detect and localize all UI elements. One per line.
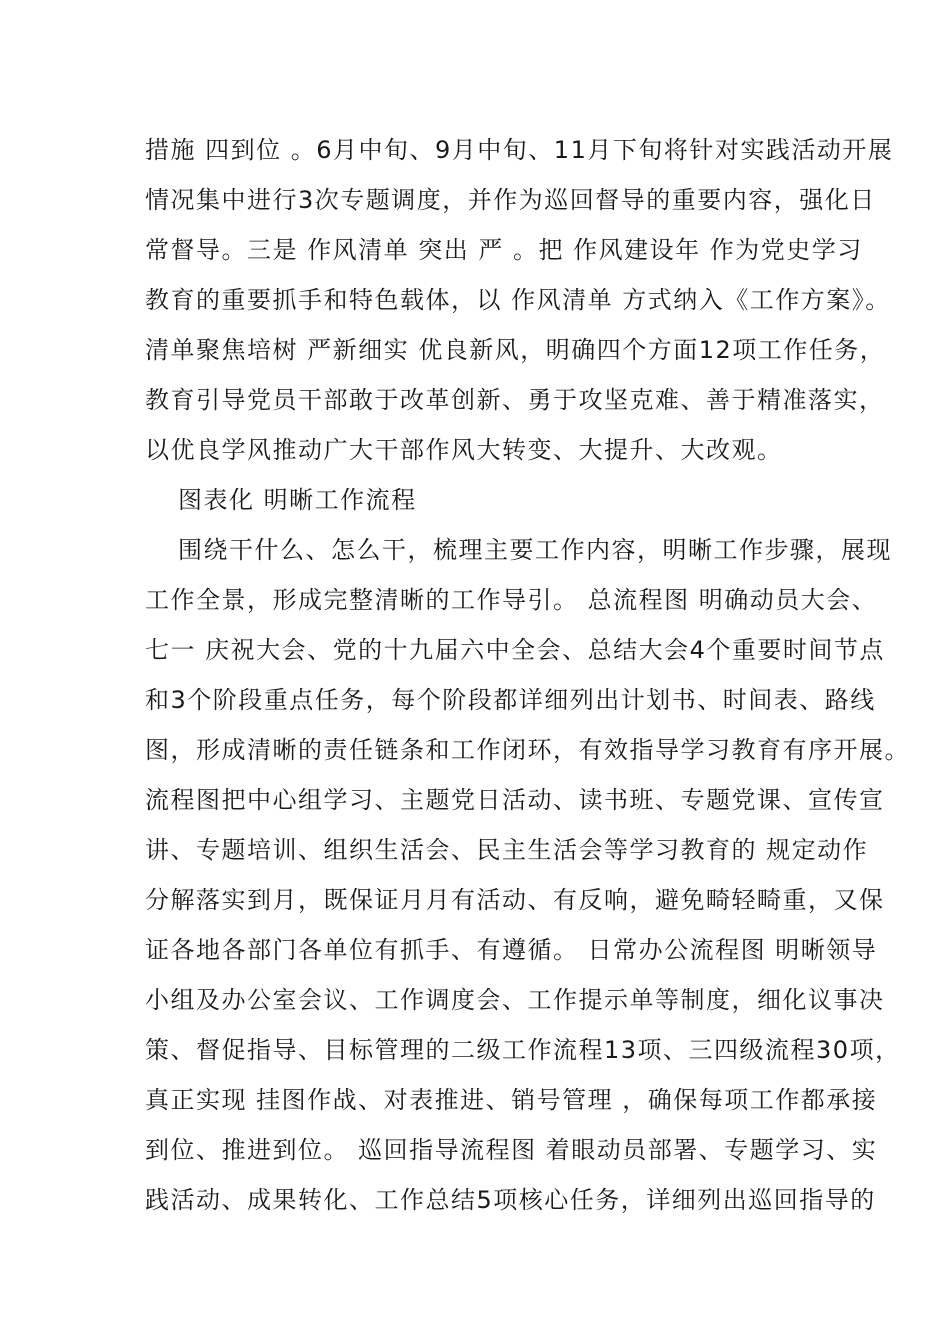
paragraph-line: 真正实现 挂图作战、对表推进、销号管理 ，确保每项工作都承接 <box>145 1086 878 1114</box>
paragraph-line: 图，形成清晰的责任链条和工作闭环，有效指导学习教育有序开展。 <box>145 736 910 764</box>
paragraph-line: 围绕干什么、怎么干，梳理主要工作内容，明晰工作步骤，展现 <box>178 536 892 564</box>
paragraph-line: 讲、专题培训、组织生活会、民主生活会等学习教育的 规定动作 <box>145 836 869 864</box>
paragraph-line: 流程图把中心组学习、主题党日活动、读书班、专题党课、宣传宣 <box>145 786 885 814</box>
section-heading: 图表化 明晰工作流程 <box>178 486 417 514</box>
paragraph-line: 教育的重要抓手和特色载体，以 作风清单 方式纳入《工作方案》。 <box>145 286 891 314</box>
paragraph-line: 到位、推进到位。 巡回指导流程图 着眼动员部署、专题学习、实 <box>145 1136 878 1164</box>
paragraph-line: 情况集中进行3次专题调度，并作为巡回督导的重要内容，强化日 <box>145 186 876 214</box>
paragraph-line: 证各地各部门各单位有抓手、有遵循。 日常办公流程图 明晰领导 <box>145 936 878 964</box>
paragraph-line: 教育引导党员干部敢于改革创新、勇于攻坚克难、善于精准落实， <box>145 386 885 414</box>
paragraph-line: 分解落实到月，既保证月月有活动、有反响，避免畸轻畸重，又保 <box>145 886 885 914</box>
paragraph-line: 措施 四到位 。6月中旬、9月中旬、11月下旬将针对实践活动开展 <box>145 136 894 164</box>
paragraph-line: 七一 庆祝大会、党的十九届六中全会、总结大会4个重要时间节点 <box>145 636 885 664</box>
paragraph-line: 清单聚焦培树 严新细实 优良新风，明确四个方面12项工作任务， <box>145 336 886 364</box>
paragraph-line: 和3个阶段重点任务，每个阶段都详细列出计划书、时间表、路线 <box>145 686 876 714</box>
paragraph-line: 以优良学风推动广大干部作风大转变、大提升、大改观。 <box>145 436 783 464</box>
paragraph-line: 工作全景，形成完整清晰的工作导引。 总流程图 明确动员大会、 <box>145 586 878 614</box>
paragraph-line: 策、督促指导、目标管理的二级工作流程13项、三四级流程30项， <box>145 1036 901 1064</box>
paragraph-line: 小组及办公室会议、工作调度会、工作提示单等制度，细化议事决 <box>145 986 885 1014</box>
paragraph-line: 践活动、成果转化、工作总结5项核心任务，详细列出巡回指导的 <box>145 1186 876 1214</box>
paragraph-line: 常督导。三是 作风清单 突出 严 。把 作风建设年 作为党史学习 <box>145 236 863 264</box>
